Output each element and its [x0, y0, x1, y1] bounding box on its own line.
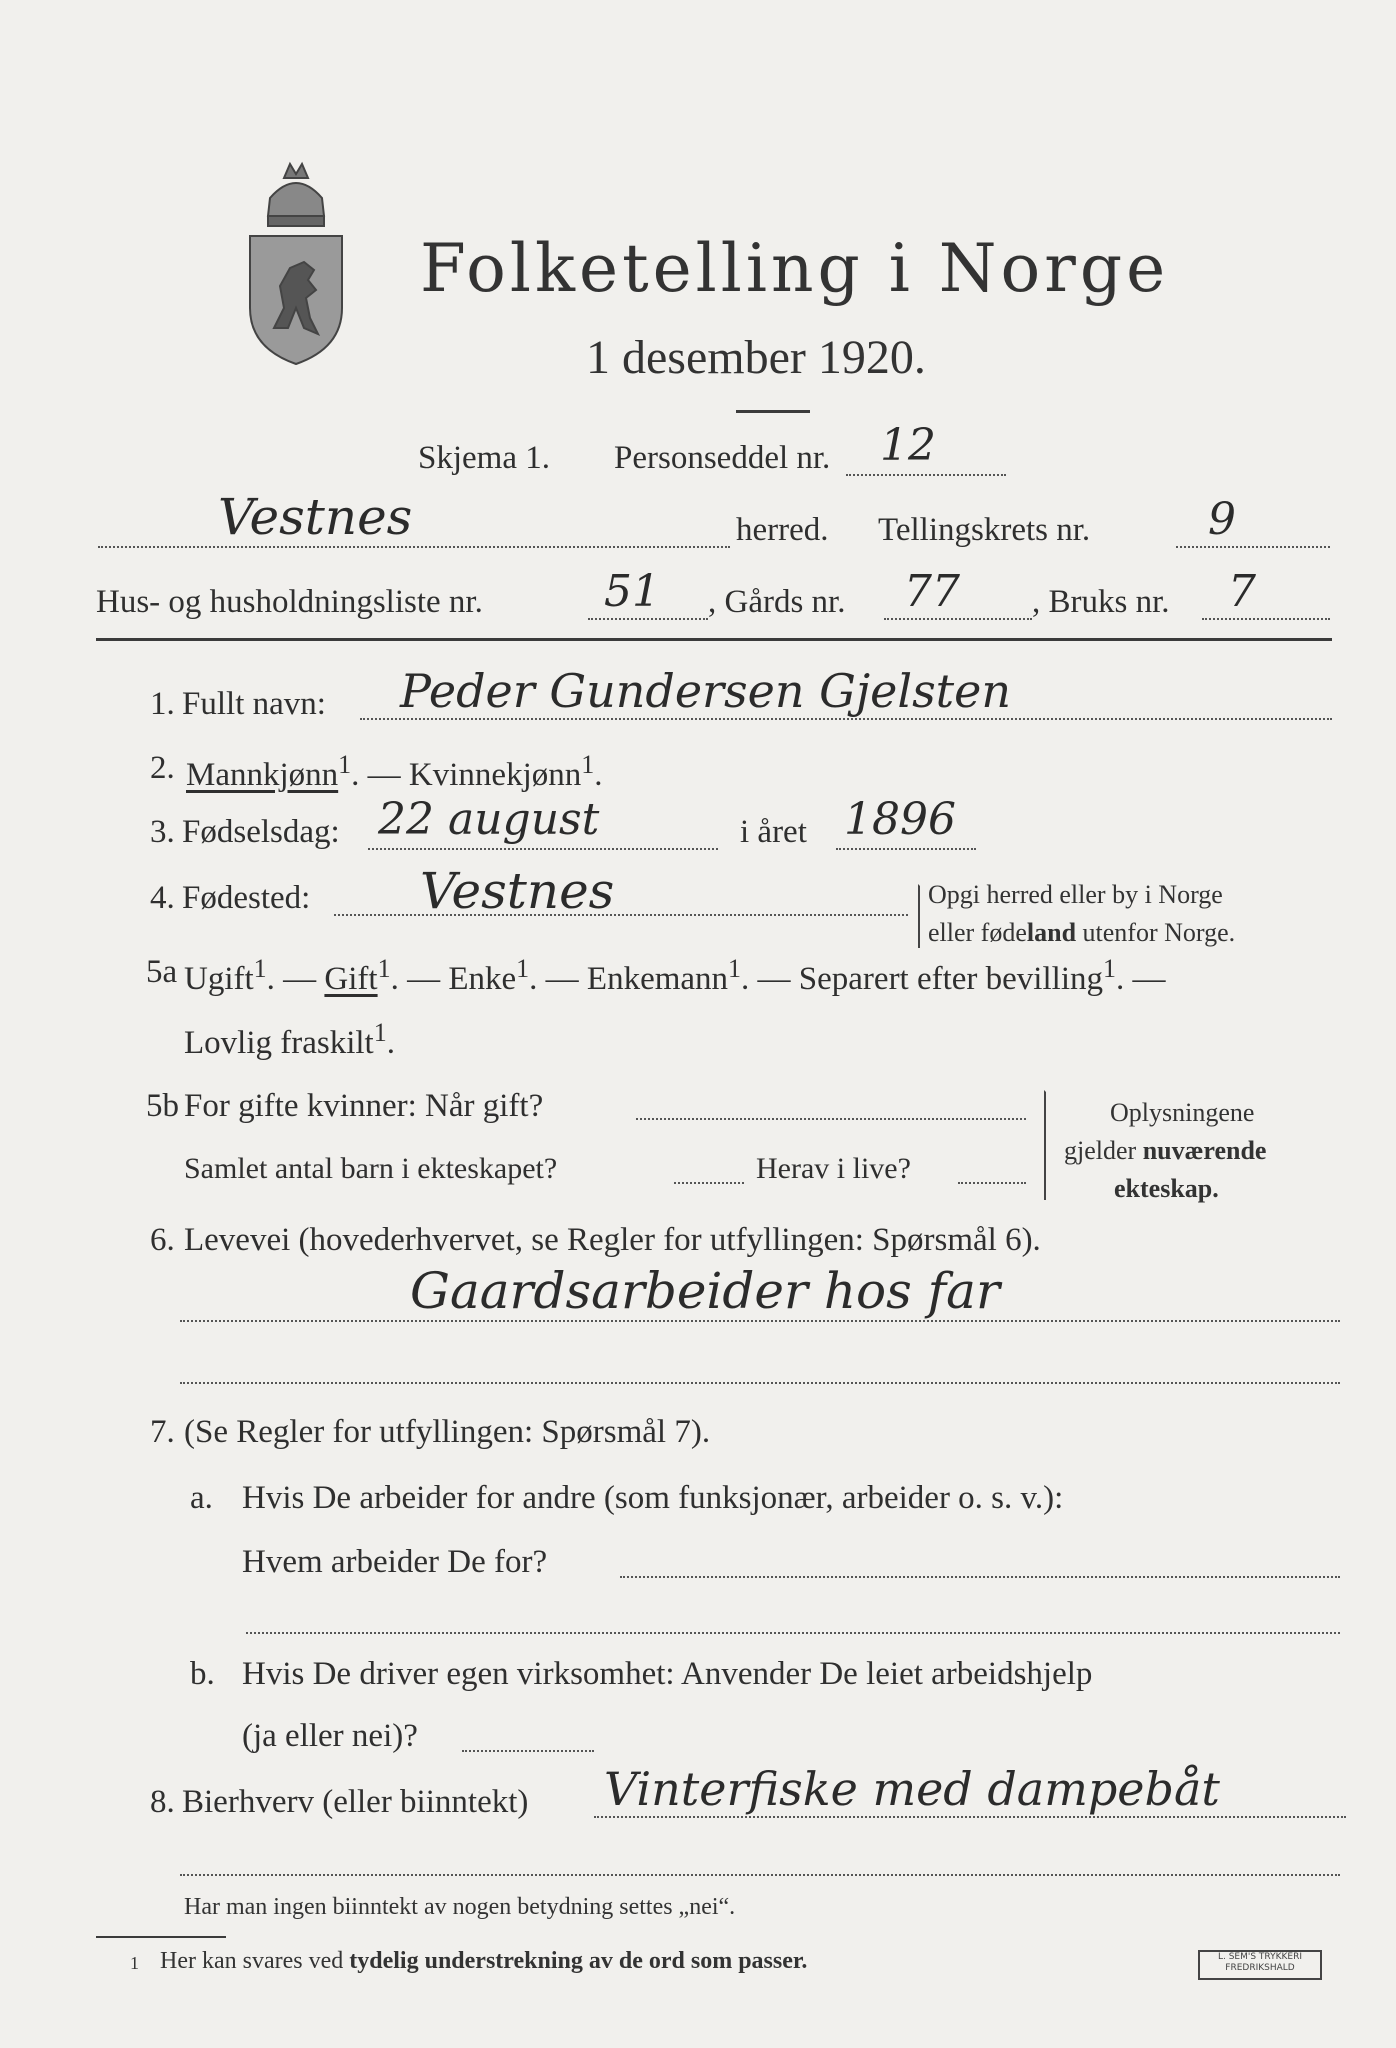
q7b-answer-line [462, 1750, 594, 1752]
q6-line-2 [180, 1382, 1340, 1384]
q5b-note2b: nuværende [1142, 1136, 1267, 1165]
q8-line [594, 1816, 1346, 1818]
hus-label: Hus- og husholdningsliste nr. [96, 584, 483, 620]
q5a-sep-5: . — [1115, 961, 1166, 997]
q7b-letter: b. [190, 1656, 215, 1692]
q5a-enke: Enke [448, 961, 517, 997]
q1-value: Peder Gundersen Gjelsten [400, 664, 1012, 718]
q3-day-line [368, 848, 718, 850]
census-date: 1 desember 1920. [586, 331, 926, 384]
q6-value: Gaardsarbeider hos far [410, 1262, 1000, 1320]
q2-male-sup: 1 [338, 750, 352, 779]
q7a-line2: Hvem arbeider De for? [242, 1544, 548, 1580]
q2-female: Kvinnekjønn [408, 757, 582, 793]
q3-value: 22 august [378, 794, 600, 845]
q7-label: (Se Regler for utfyllingen: Spørsmål 7). [184, 1414, 711, 1450]
q5b-number: 5b [146, 1088, 179, 1124]
q7-number: 7. [150, 1414, 175, 1450]
q4-label: Fødested: [182, 880, 311, 916]
personseddel-line [846, 474, 1006, 476]
skjema-label: Skjema 1. [418, 440, 550, 476]
q5b-line2a: Samlet antal barn i ekteskapet? [184, 1152, 558, 1185]
q4-note-line1: Opgi herred eller by i Norge [928, 880, 1223, 909]
gards-value: 77 [904, 566, 960, 617]
q5b-alive-line [958, 1182, 1026, 1184]
bruks-line [1202, 618, 1330, 620]
q6-label: Levevei (hovederhvervet, se Regler for utfyllingen: Spørsmål 6). [184, 1222, 1041, 1258]
q5b-note2 [1064, 1136, 1266, 1166]
q5a-gift: Gift [324, 961, 378, 997]
q2-dash: . — [351, 757, 409, 793]
q3-number: 3. [150, 814, 175, 850]
form-title: Folketelling i Norge [420, 230, 1170, 307]
q6-line-1 [180, 1320, 1340, 1322]
q5a-options [184, 954, 1165, 998]
q7b-line2: (ja eller nei)? [242, 1718, 418, 1754]
personseddel-value: 12 [880, 420, 936, 471]
q3-year-label: i året [740, 814, 807, 850]
herred-line [98, 546, 730, 548]
q1-number: 1. [150, 686, 175, 722]
q5a-sup-6: 1 [373, 1018, 387, 1047]
tellingskrets-label: Tellingskrets nr. [878, 512, 1091, 548]
herred-value: Vestnes [218, 488, 413, 546]
q5a-ugift: Ugift [184, 961, 254, 997]
bruks-value: 7 [1228, 566, 1256, 617]
q5a-sup-4: 1 [728, 954, 742, 983]
tellingskrets-line [1176, 546, 1330, 548]
hus-line [588, 618, 708, 620]
q7b-line1: Hvis De driver egen virksomhet: Anvender De leiet arbeidshjelp [242, 1656, 1093, 1692]
q5a-sup-5: 1 [1102, 954, 1116, 983]
q3-label: Fødselsdag: [182, 814, 340, 850]
q6-number: 6. [150, 1222, 175, 1258]
q5a-fraskilt: Lovlig fraskilt [184, 1025, 374, 1061]
hus-value: 51 [604, 566, 660, 617]
footnote-mark: 1 [130, 1953, 139, 1973]
q8-number: 8. [150, 1784, 175, 1820]
q5b-note2a: gjelder [1064, 1136, 1143, 1165]
q5a-sup-2: 1 [377, 954, 391, 983]
q8-value: Vinterfiske med dampebåt [604, 1762, 1220, 1816]
q7a-employer-line [620, 1576, 1340, 1578]
q7a-extra-line [246, 1632, 1340, 1634]
printer-stamp: L. SEM'S TRYKKERI FREDRIKSHALD [1198, 1950, 1322, 1980]
q5a-line2: Lovlig fraskilt$^1$. [184, 1018, 395, 1061]
q5a-sep-1: . — [266, 961, 325, 997]
personseddel-label: Personseddel nr. [614, 440, 831, 476]
q5a-sep-2: . — [390, 961, 449, 997]
q1-line [360, 718, 1332, 720]
footer-note: Har man ingen biinntekt av nogen betydning settes „nei“. [184, 1894, 736, 1920]
q5b-note1: Oplysningene [1110, 1098, 1255, 1127]
q5b-children-line [674, 1182, 744, 1184]
q5a-separert: Separert efter bevilling [798, 961, 1103, 997]
tellingskrets-value: 9 [1208, 494, 1236, 545]
q8-line-2 [180, 1874, 1340, 1876]
q4-brace [918, 884, 920, 948]
bruks-label: , Bruks nr. [1032, 584, 1170, 620]
q2-options [186, 750, 603, 794]
q5b-note3: ekteskap. [1114, 1174, 1219, 1203]
q5b-brace [1044, 1090, 1046, 1200]
q5b-when-line [636, 1118, 1026, 1120]
q5b-line1: For gifte kvinner: Når gift? [184, 1088, 544, 1124]
footnote-b: tydelig understrekning av de ord som passer. [349, 1948, 808, 1974]
q5a-sup-1: 1 [253, 954, 267, 983]
q5a-sep-4: . — [741, 961, 799, 997]
q2-end: . [594, 757, 603, 793]
q4-number: 4. [150, 880, 175, 916]
footnote-a: Her kan svares ved [160, 1948, 350, 1974]
coat-of-arms-icon [244, 158, 348, 368]
q2-male: Mannkjønn [186, 757, 339, 793]
q1-label: Fullt navn: [182, 686, 326, 722]
q2-female-sup: 1 [581, 750, 595, 779]
q4-note-line2 [928, 918, 1235, 948]
q4-value: Vestnes [420, 862, 615, 920]
gards-label: , Gårds nr. [708, 584, 846, 620]
q7a-letter: a. [190, 1480, 213, 1516]
footnote-text [160, 1946, 807, 1976]
q5a-enkemann: Enkemann [586, 961, 729, 997]
q5b-line2b: Herav i live? [756, 1152, 911, 1185]
q5a-number: 5a [146, 954, 178, 990]
q8-label: Bierhverv (eller biinntekt) [182, 1784, 529, 1820]
gards-line [884, 618, 1032, 620]
q5a-sep-3: . — [529, 961, 587, 997]
q4-note-c: utenfor Norge. [1076, 918, 1236, 947]
header-rule [96, 638, 1332, 641]
q3-year-line [836, 848, 976, 850]
q4-note-b: land [1026, 918, 1077, 947]
herred-label: herred. [736, 512, 829, 548]
q7a-line1: Hvis De arbeider for andre (som funksjonær, arbeider o. s. v.): [242, 1480, 1064, 1516]
footnote-rule [96, 1936, 226, 1938]
q3-year-value: 1896 [844, 794, 956, 845]
q4-note-a: eller føde [928, 918, 1027, 947]
q2-number: 2. [150, 750, 175, 786]
q5a-sup-3: 1 [516, 954, 530, 983]
title-divider [736, 410, 810, 413]
